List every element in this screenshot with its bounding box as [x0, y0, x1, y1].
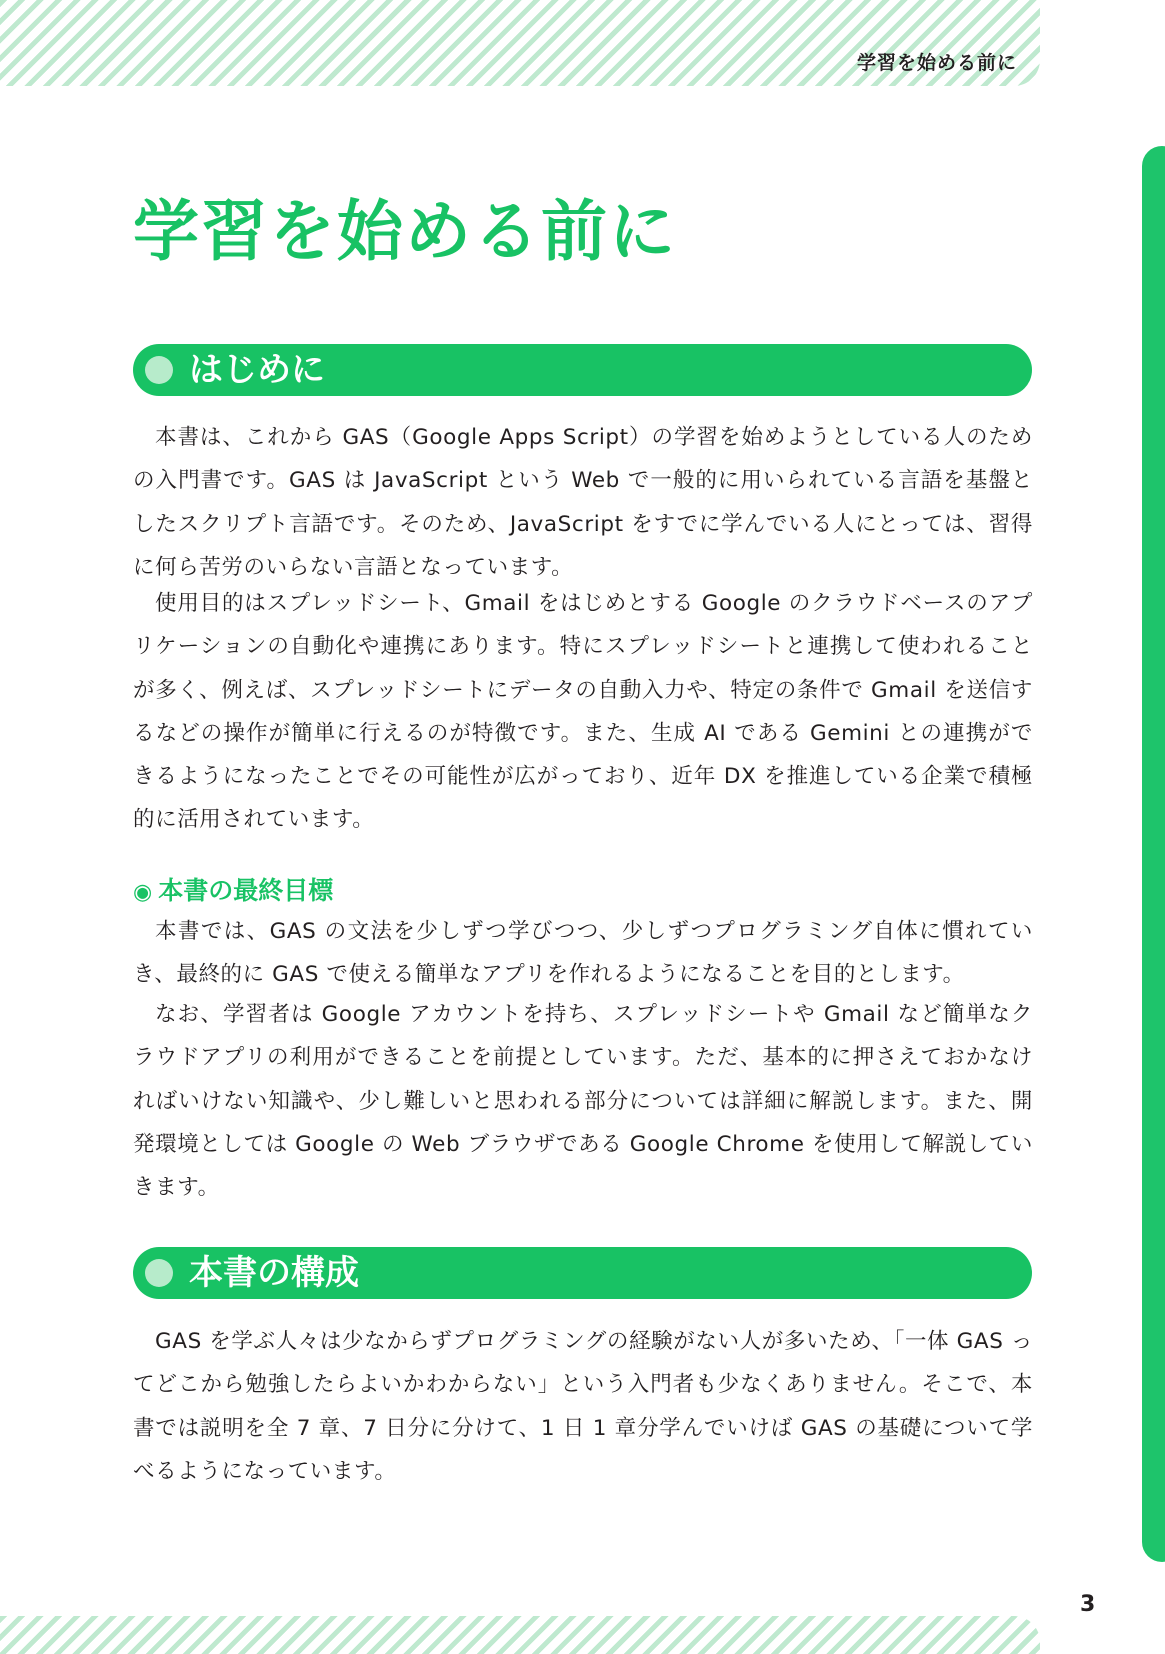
page-title: 学習を始める前に [133, 193, 677, 270]
paragraph: なお、学習者は Google アカウントを持ち、スプレッドシートや Gmail など簡単なクラウドアプリの利用ができることを前提としています。ただ、基本的に押さえておかなければいけない知識や、少し難しいと思われる部分については詳細に解説します。また、開発環境としては Google の Web ブラウザである Google Chrome を使用して解説していきます。 [133, 1002, 1033, 1201]
paragraph: GAS を学ぶ人々は少なからずプログラミングの経験がない人が多いため、「一体 GAS ってどこから勉強したらよいかわからない」という入門者も少なくありません。そこで、本書では説明を全 7 章、7 日分に分けて、1 日 1 章分学んでいけば GAS の基礎について学べるようになっています。 [133, 1329, 1033, 1484]
section-heading-bar-structure [133, 1247, 1032, 1299]
section-heading-intro: はじめに [189, 350, 325, 390]
subsection-heading-label: 本書の最終目標 [158, 876, 334, 905]
subsection-heading [133, 871, 333, 907]
paragraph: 使用目的はスプレッドシート、Gmail をはじめとする Google のクラウドベースのアプリケーションの自動化や連携にあります。特にスプレッドシートと連携して使われることが多く、例えば、スプレッドシートにデータの自動入力や、特定の条件で Gmail を送信するなどの操作が簡単に行えるのが特徴です。また、生成 AI である Gemini との連携ができるようになったことでその可能性が広がっており、近年 DX を推進している企業で積極的に活用されています。 [133, 591, 1033, 833]
circle-bullet-icon [145, 356, 173, 384]
chapter-side-tab [1142, 146, 1165, 1562]
running-head: 学習を始める前に [856, 52, 1017, 74]
bullseye-icon: ◉ [133, 880, 153, 905]
circle-bullet-icon [145, 1259, 173, 1287]
page-number: 3 [1080, 1592, 1096, 1617]
paragraph: 本書は、これから GAS（Google Apps Script）の学習を始めようとしている人のための入門書です。GAS は JavaScript という Web で一般的に用いられている言語を基盤としたスクリプト言語です。そのため、JavaScript をすでに学んでいる人にとっては、習得に何ら苦労のいらない言語となっています。 [133, 425, 1033, 580]
paragraph: 本書では、GAS の文法を少しずつ学びつつ、少しずつプログラミング自体に慣れていき、最終的に GAS で使える簡単なアプリを作れるようになることを目的とします。 [133, 919, 1033, 988]
bottom-stripe-band [0, 1616, 1040, 1654]
section-heading-structure: 本書の構成 [189, 1253, 359, 1293]
section-heading-bar-intro [133, 344, 1032, 396]
